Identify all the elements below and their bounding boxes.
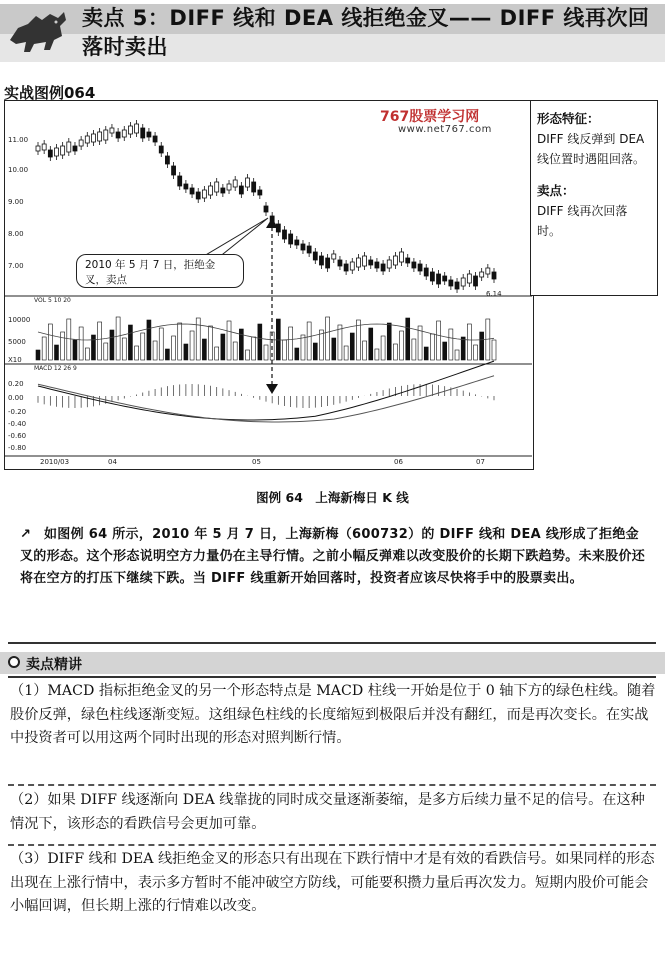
candle-body	[424, 268, 428, 276]
volume-bar	[363, 341, 367, 360]
candle-body	[85, 136, 89, 143]
volume-bar	[122, 338, 126, 360]
price-tick-label: 7.00	[8, 262, 24, 270]
candle-body	[116, 132, 120, 138]
volume-bar	[135, 346, 139, 360]
volume-legend: VOL 5 10 20	[34, 297, 71, 304]
candle-body	[202, 190, 206, 198]
candle-body	[381, 264, 385, 271]
candle-body	[184, 184, 188, 189]
macd-tick-label: -0.60	[8, 432, 27, 440]
candle-body	[313, 252, 317, 260]
candle-body	[196, 192, 200, 199]
candle-body	[412, 262, 416, 268]
volume-bar	[85, 348, 89, 360]
intro-text: 如图例 64 所示，2010 年 5 月 7 日，上海新梅（600732）的 DIFF 线和 DEA 线形成了拒绝金叉的形态。这个形态说明空方力量仍在主导行情。之前小幅反弹难以改变股价的长期下跌趋势。未来股价还将在空方的打压下继续下跌。当 DIFF 线重新开始回落时，投资者应该尽快将手中的股票卖出。	[20, 527, 646, 586]
candle-body	[227, 184, 231, 190]
x-tick-label: 05	[252, 458, 261, 466]
price-tick-label: 8.00	[8, 230, 24, 238]
macd-tick-label: 0.20	[8, 380, 24, 388]
volume-bar	[178, 323, 182, 360]
intro-paragraph	[20, 524, 652, 590]
candle-body	[437, 274, 441, 284]
candle-body	[467, 274, 471, 283]
bull-icon	[6, 6, 70, 56]
volume-bar	[246, 350, 250, 360]
candle-body	[233, 180, 237, 187]
volume-ma-line	[38, 324, 494, 340]
volume-bar	[301, 335, 305, 360]
candle-body	[48, 150, 52, 157]
pattern-info-box	[530, 100, 658, 296]
macd-legend: MACD 12 26 9	[34, 365, 77, 372]
candle-body	[474, 276, 478, 286]
tip-item-3: （3）DIFF 线和 DEA 线拒绝金叉的形态只有出现在下跌行情中才是有效的看跌信号。如果同样的形态出现在上涨行情中，表示多方暂时不能冲破空方防线，可能要积攒力量后再次发力。短期内股价可能会小幅回调，但长期上涨的行情难以改变。	[10, 851, 655, 914]
volume-bar	[141, 333, 145, 360]
volume-bar	[221, 334, 225, 360]
candle-body	[480, 272, 484, 277]
section-divider	[8, 642, 656, 644]
volume-bar	[215, 347, 219, 360]
volume-bar	[276, 319, 280, 360]
volume-bar	[307, 322, 311, 360]
callout-pointer	[204, 218, 268, 258]
volume-bar	[209, 326, 213, 360]
page-header	[0, 0, 665, 64]
volume-bar	[412, 339, 416, 360]
price-tick-label: 9.00	[8, 198, 24, 206]
candle-body	[91, 134, 95, 142]
volume-bar	[147, 320, 151, 360]
volume-bar	[480, 332, 484, 360]
candle-body	[418, 264, 422, 271]
volume-bar	[67, 319, 71, 360]
candle-body	[209, 186, 213, 195]
volume-bar	[461, 337, 465, 360]
volume-bar	[338, 325, 342, 360]
arrow-up-icon	[266, 218, 278, 228]
candle-body	[492, 272, 496, 279]
arrow-down-icon	[266, 384, 278, 394]
x-tick-label: 04	[108, 458, 117, 466]
volume-bar	[467, 324, 471, 360]
volume-bar	[332, 338, 336, 360]
volume-bar	[449, 329, 453, 360]
candle-body	[252, 182, 256, 192]
volume-bar	[36, 350, 40, 360]
candle-body	[122, 130, 126, 137]
candle-body	[36, 146, 40, 151]
tips-divider	[8, 676, 656, 678]
volume-bar	[282, 340, 286, 360]
tips-heading: 卖点精讲	[26, 657, 82, 673]
candle-body	[486, 268, 490, 274]
volume-bar	[196, 318, 200, 360]
volume-bar	[406, 318, 410, 360]
candle-body	[104, 130, 108, 140]
feature-heading: 形态特征：	[537, 111, 600, 126]
sell-heading: 卖点：	[537, 183, 575, 198]
volume-bar	[344, 346, 348, 360]
volume-bar	[128, 325, 132, 360]
volume-bar	[159, 328, 163, 360]
candle-body	[430, 272, 434, 281]
volume-bar	[437, 321, 441, 360]
candle-body	[264, 206, 268, 212]
tip-divider	[8, 844, 656, 846]
volume-bar	[165, 349, 169, 360]
volume-bar	[61, 332, 65, 360]
volume-bar	[258, 324, 262, 360]
candle-body	[387, 260, 391, 268]
candle-body	[393, 256, 397, 265]
volume-bar	[313, 343, 317, 360]
candle-body	[54, 148, 58, 156]
candle-body	[128, 126, 132, 134]
candle-body	[61, 146, 65, 155]
volume-bar	[430, 334, 434, 360]
volume-bar	[424, 347, 428, 360]
volume-bar	[264, 345, 268, 360]
watermark-url: www.net767.com	[398, 124, 492, 135]
candle-body	[79, 140, 83, 146]
case-label: 实战图例064	[4, 84, 96, 102]
candle-body	[307, 246, 311, 253]
macd-tick-label: 0.00	[8, 394, 24, 402]
volume-bar	[474, 345, 478, 360]
candle-body	[455, 282, 459, 289]
candle-body	[356, 258, 360, 267]
candle-body	[338, 260, 342, 266]
volume-bar	[239, 329, 243, 360]
volume-bar	[54, 345, 58, 360]
diff-line	[38, 361, 494, 420]
candle-body	[159, 146, 163, 153]
volume-bar	[227, 321, 231, 360]
candle-body	[326, 258, 330, 268]
volume-bar	[116, 317, 120, 360]
volume-bar	[393, 344, 397, 360]
volume-bar	[73, 340, 77, 360]
candle-body	[406, 258, 410, 263]
sell-text: DIFF 线再次回落时。	[537, 204, 628, 238]
sell-point-callout: 2010 年 5 月 7 日，拒绝金叉，卖点	[76, 254, 244, 288]
x-tick-label: 06	[394, 458, 403, 466]
candle-body	[289, 234, 293, 244]
candle-body	[443, 276, 447, 281]
candle-body	[172, 166, 176, 175]
candle-body	[369, 260, 373, 265]
candle-body	[221, 188, 225, 193]
volume-bar	[202, 339, 206, 360]
candle-body	[165, 156, 169, 164]
candle-body	[215, 182, 219, 192]
volume-bar	[153, 341, 157, 360]
volume-bar	[110, 330, 114, 360]
volume-bar	[233, 342, 237, 360]
candle-body	[190, 188, 194, 194]
volume-bar	[252, 337, 256, 360]
volume-bar	[400, 331, 404, 360]
volume-bar	[295, 348, 299, 360]
candle-body	[239, 186, 243, 194]
volume-bar	[48, 324, 52, 360]
low-price-label: 6.14	[486, 290, 502, 298]
volume-bar	[387, 323, 391, 360]
x-tick-label: 2010/03	[40, 458, 70, 466]
candle-body	[295, 240, 299, 245]
volume-bar	[104, 343, 108, 360]
candle-body	[258, 190, 262, 195]
macd-tick-label: -0.20	[8, 408, 27, 416]
feature-text: DIFF 线反弹到 DEA 线位置时遇阻回落。	[537, 132, 646, 166]
tips-heading-bar	[0, 652, 665, 674]
candle-body	[461, 278, 465, 286]
candle-body	[400, 252, 404, 262]
volume-bar	[443, 342, 447, 360]
candle-body	[141, 128, 145, 138]
tip-item-2: （2）如果 DIFF 线逐渐向 DEA 线靠拢的同时成交量逐渐萎缩，是多方后续力量不足的信号。在这种情况下，该形态的看跌信号会更加可靠。	[10, 792, 645, 832]
macd-tick-label: -0.40	[8, 420, 27, 428]
candle-body	[147, 132, 151, 137]
volume-bar	[289, 327, 293, 360]
candle-body	[449, 280, 453, 286]
candle-body	[282, 230, 286, 239]
circle-bullet-icon	[8, 656, 20, 668]
candle-body	[98, 132, 102, 141]
price-tick-label: 11.00	[8, 136, 29, 144]
candle-body	[344, 264, 348, 271]
volume-tick-label: 5000	[8, 338, 26, 346]
candle-body	[153, 136, 157, 142]
candle-body	[350, 262, 354, 270]
macd-tick-label: -0.80	[8, 444, 27, 452]
candle-body	[301, 244, 305, 250]
candle-body	[110, 128, 114, 133]
volume-bar	[326, 317, 330, 360]
volume-bar	[492, 340, 496, 360]
volume-bar	[42, 337, 46, 360]
candle-body	[73, 146, 77, 151]
x-tick-label: 07	[476, 458, 485, 466]
price-tick-label: 10.00	[8, 166, 29, 174]
volume-bar	[79, 327, 83, 360]
pointer-arrow-icon: ↗	[20, 527, 32, 542]
volume-tick-label: 10000	[8, 316, 31, 324]
volume-bar	[184, 344, 188, 360]
candle-body	[42, 144, 46, 150]
volume-bar	[91, 335, 95, 360]
page-title: 卖点 5：DIFF 线和 DEA 线拒绝金叉—— DIFF 线再次回落时卖出	[82, 6, 650, 59]
candle-body	[319, 256, 323, 265]
figure-caption: 图例 64 上海新梅日 K 线	[256, 490, 409, 505]
volume-bar	[369, 328, 373, 360]
candle-body	[135, 124, 139, 133]
watermark-logo: 767股票学习网	[380, 109, 480, 125]
candle-body	[246, 178, 250, 187]
candle-body	[67, 142, 71, 152]
candle-body	[178, 176, 182, 186]
volume-bar	[172, 336, 176, 360]
volume-bar	[190, 331, 194, 360]
volume-bar	[375, 349, 379, 360]
candle-body	[332, 254, 336, 259]
volume-bar	[98, 322, 102, 360]
volume-bar	[455, 350, 459, 360]
candle-body	[363, 256, 367, 266]
tip-divider	[8, 784, 656, 786]
volume-tick-label: X10	[8, 356, 22, 364]
candle-body	[375, 262, 379, 268]
tip-item-1: （1）MACD 指标拒绝金叉的另一个形态特点是 MACD 柱线一开始是位于 0 轴下方的绿色柱线。随着股价反弹，绿色柱线逐渐变短。这组绿色柱线的长度缩短到极限后并没有翻红，而是再次变长。在实战中投资者可以用这两个同时出现的形态对照判断行情。	[10, 683, 656, 746]
volume-bar	[350, 333, 354, 360]
volume-bar	[381, 336, 385, 360]
